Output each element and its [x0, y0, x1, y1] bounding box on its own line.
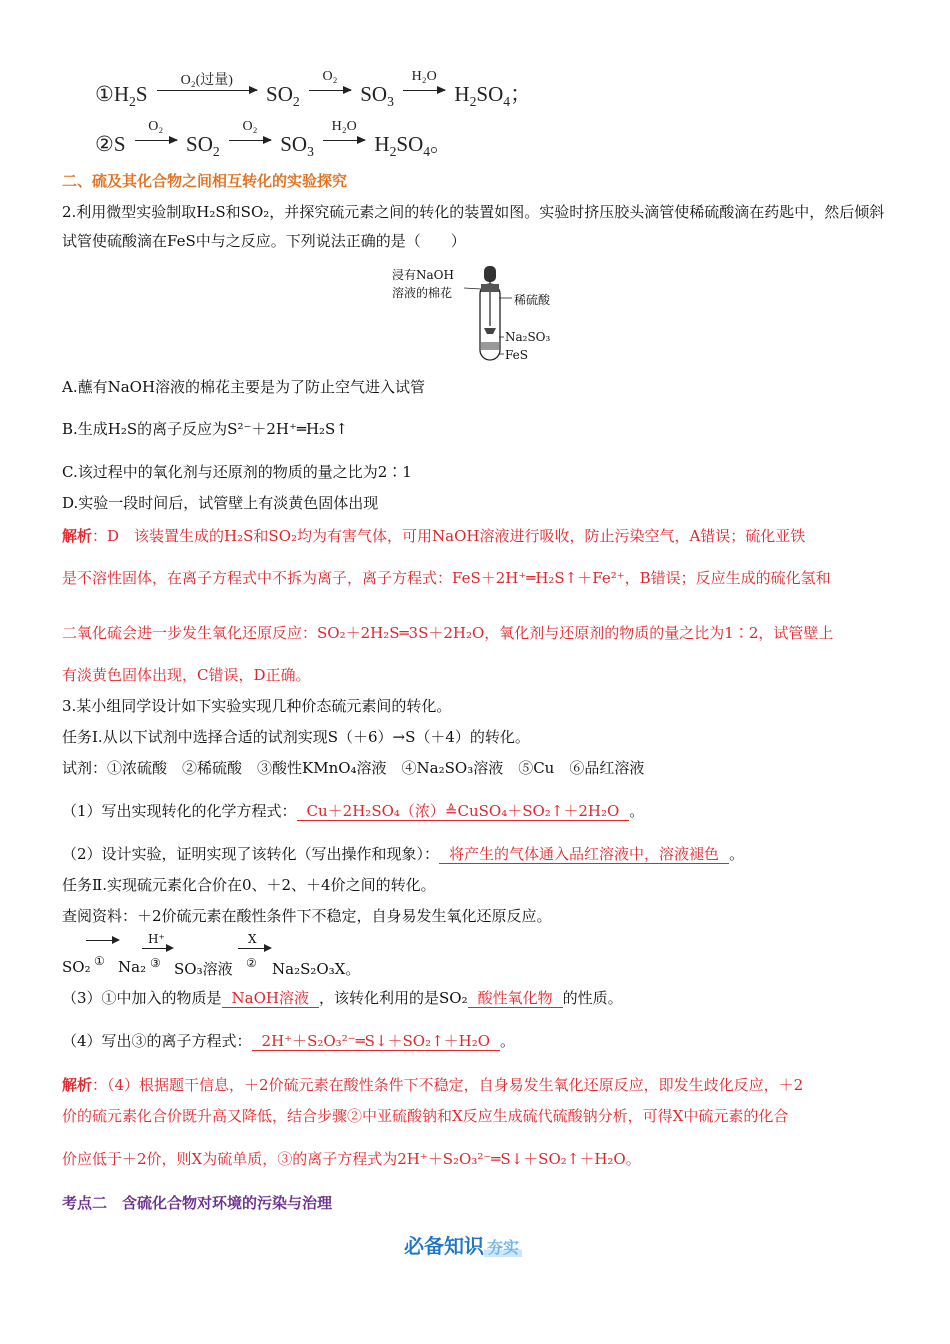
conversion-flow: SO₂ ① Na₂ H⁺ ③ SO₃溶液 X ② Na₂S₂O₃X。 [62, 932, 361, 978]
arrow: H₂O [323, 140, 365, 153]
answer: 酸性氧化物 [468, 989, 563, 1008]
answer: 2H⁺＋S₂O₃²⁻═S↓＋SO₂↑＋H₂O [252, 1032, 501, 1051]
arrow: O₂ [309, 90, 351, 103]
answer: Cu＋2H₂SO₄（浓）≜CuSO₄＋SO₂↑＋2H₂O [297, 802, 630, 821]
subquestion-4: （4）写出③的离子方程式： 2H⁺＋S₂O₃²⁻═S↓＋SO₂↑＋H₂O 。 [62, 1032, 516, 1050]
answer: 将产生的气体通入品红溶液中，溶液褪色 [439, 845, 729, 864]
analysis: 解析：（4）根据题干信息，＋2价硫元素在酸性条件下不稳定，自身易发生氧化还原反应，即发生歧化反应，＋2 [62, 1076, 804, 1094]
arrow: H₂O [403, 90, 445, 103]
analysis-line: 有淡黄色固体出现，C错误，D正确。 [62, 666, 311, 684]
reagent-list: 试剂：①浓硫酸 ②稀硫酸 ③酸性KMnO₄溶液 ④Na₂SO₃溶液 ⑤Cu ⑥品红溶液 [62, 759, 645, 777]
option-d: D.实验一段时间后，试管壁上有淡黄色固体出现 [62, 494, 379, 512]
apparatus-figure [380, 262, 580, 368]
figure-label-cotton: 浸有NaOH [392, 268, 454, 282]
chain-2: ②S O₂ $SO_2$ O₂ $SO_3$ H₂O $H_2SO_4$。 [95, 118, 452, 160]
figure-label-cotton: 溶液的棉花 [392, 286, 453, 300]
arrow: O₂(过量) [157, 90, 257, 103]
section-title: 考点二 含硫化合物对环境的污染与治理 [62, 1194, 333, 1212]
arrow: O₂ [135, 140, 177, 153]
analysis-line: 二氧化硫会进一步发生氧化还原反应：SO₂＋2H₂S═3S＋2H₂O，氧化剂与还原剂的物质的量之比为1∶2，试管壁上 [62, 624, 834, 642]
analysis-line: 是不溶性固体，在离子方程式中不拆为离子，离子方程式：FeS＋2H⁺═H₂S↑＋Fe²⁺，B错误；反应生成的硫化氢和 [62, 569, 831, 587]
chain-1: $①H_2S$ O₂(过量) $SO_2$ O₂ $SO_3$ H₂O $H_2SO_4$； [95, 68, 532, 110]
arrow: O₂ [229, 140, 271, 153]
subquestion-1: （1）写出实现转化的化学方程式： Cu＋2H₂SO₄（浓）≜CuSO₄＋SO₂↑＋2H₂O 。 [62, 802, 645, 820]
analysis-line: 价应低于＋2价，则X为硫单质，③的离子方程式为2H⁺＋S₂O₃²⁻═S↓＋SO₂↑＋H₂O。 [62, 1150, 641, 1168]
question-stem: 2.利用微型实验制取H₂S和SO₂，并探究硫元素之间的转化的装置如图。实验时挤压胶头滴管使稀硫酸滴在药匙中，然后倾斜试管使硫酸滴在FeS中与之反应。下列说法正确的是（ ） [62, 203, 885, 250]
section-banner: 必备知识 夯实 [404, 1230, 522, 1259]
question-stem: 3.某小组同学设计如下实验实现几种价态硫元素间的转化。 [62, 697, 452, 715]
reference-note: 查阅资料：＋2价硫元素在酸性条件下不稳定，自身易发生氧化还原反应。 [62, 907, 552, 925]
subquestion-2: （2）设计实验，证明实现了该转化（写出操作和现象）： 将产生的气体通入品红溶液中，溶液褪色 。 [62, 845, 745, 863]
option-b: B.生成H₂S的离子反应为S²⁻＋2H⁺═H₂S↑ [62, 420, 348, 438]
subquestion-3: （3）①中加入的物质是 NaOH溶液 ，该转化利用的是SO₂ 酸性氧化物 的性质。 [62, 989, 623, 1007]
analysis-line: 价的硫元素化合价既升高又降低，结合步骤②中亚硫酸钠和X反应生成硫代硫酸钠分析，可得X中硫元素的化合 [62, 1107, 789, 1125]
task-2: 任务Ⅱ.实现硫元素化合价在0、＋2、＋4价之间的转化。 [62, 876, 436, 894]
figure-label-fes: FeS [505, 348, 528, 362]
analysis: 解析：D 该装置生成的H₂S和SO₂均为有害气体，可用NaOH溶液进行吸收，防止污染空气，A错误；硫化亚铁 [62, 527, 806, 545]
option-c: C.该过程中的氧化剂与还原剂的物质的量之比为2∶1 [62, 463, 412, 481]
section-title: 二、硫及其化合物之间相互转化的实验探究 [62, 172, 348, 190]
task-1: 任务Ⅰ.从以下试剂中选择合适的试剂实现S（＋6）→S（＋4）的转化。 [62, 728, 530, 746]
figure-label-acid: 稀硫酸 [514, 293, 551, 307]
option-a: A.蘸有NaOH溶液的棉花主要是为了防止空气进入试管 [62, 378, 426, 396]
answer: NaOH溶液 [222, 989, 319, 1008]
figure-label-na2so3: Na₂SO₃ [505, 330, 551, 344]
